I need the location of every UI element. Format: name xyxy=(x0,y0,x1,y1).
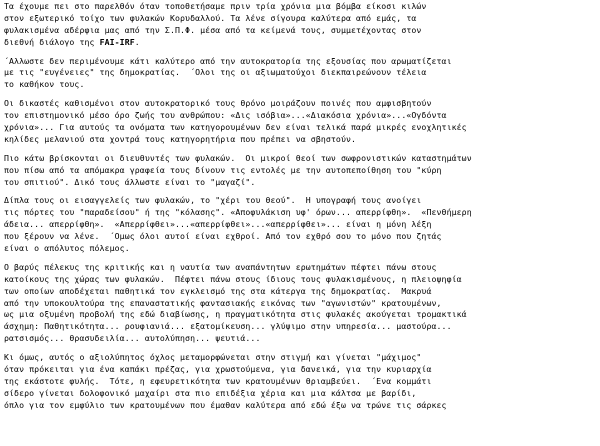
text-line: χρόνια»... Για αυτούς τα ονόματα των κατηγορουμένων δεν είναι τελικά παρά μικρές ενοχλητικές xyxy=(4,122,467,133)
text-line: κατοίκους της χώρας των φυλακών. Πέφτει πάνω στους ίδιους τους φυλακισμένους, η πλειοψηφία xyxy=(4,273,462,284)
paragraph xyxy=(4,352,596,411)
text-line: σίδερο γίνεται δολοφονικό μαχαίρι στα πιο επιδέξια χέρια και μια κάλτσα με βαρίδι, xyxy=(4,387,417,398)
text-line xyxy=(4,37,596,49)
text-line: όπλο για τον εμφύλιο των κρατουμένων που έμαθαν καλύτερα από εδώ έξω να τρώνε τις σάρκες xyxy=(4,399,447,410)
paragraph xyxy=(4,262,596,345)
text-line: τον επιστημονικό μέσο όρο ζωής του ανθρώπου: «Δις ισόβια»...«Διακόσια χρόνια»...«Ογδόντα xyxy=(4,110,447,121)
paragraph xyxy=(4,153,596,189)
text-segment: διεθνή διάλογο της xyxy=(4,36,100,47)
text-line: με τις "ευγένειες" της δημοκρατίας. ΄Ολοι της οι αξιωματούχοι διεκπαιρεώνουν τέλεια xyxy=(4,67,427,78)
text-line: που πίσω από τα απόμακρα γραφεία τους δίνουν τις εντολές με την αυτοπεποίθηση του "κύρη xyxy=(4,164,442,175)
text-line: Πιο κάτω βρίσκονται οι διευθυντές των φυλακών. Οι μικροί θεοί των σωφρονιστικών καταστημάτων xyxy=(4,152,472,163)
text-line: Ο βαρύς πέλεκυς της κριτικής και η ναυτία των αναπάντητων ερωτημάτων πέφτει πάνω στους xyxy=(4,261,437,272)
text-line: στον εξωτερικό τοίχο των φυλακών Κορυδαλλού. Τα λένε σίγουρα καλύτερα από εμάς, τα xyxy=(4,12,417,23)
paragraph xyxy=(4,56,596,92)
bold-term: FAI-IRF xyxy=(99,36,135,47)
text-line: του σπιτιού". Δικό τους άλλωστε είναι το "μαγαζί". xyxy=(4,176,256,187)
text-segment: . xyxy=(134,36,140,47)
paragraph xyxy=(4,1,596,49)
paragraph xyxy=(4,195,596,254)
text-line: ρατσισμός... θρασυδειλία... αυτολύπηση... ψευτιά... xyxy=(4,333,261,344)
paragraph xyxy=(4,98,596,146)
text-line: της εκάστοτε φυλής. Τότε, η εφευρετικότητα των κρατουμένων θριαμβεύει. ΄Ενα κομμάτι xyxy=(4,375,432,386)
text-line: τις πόρτες του "παραδείσου" ή της "κόλασης". «Αποφυλάκιση υφ' όρων... απερρίφθη». «Πενθήμερη xyxy=(4,207,472,218)
text-line: είναι ο απόλυτος πόλεμος. xyxy=(4,243,130,254)
text-line: το καθήκον τους. xyxy=(4,79,85,90)
text-line: από την υποκουλτούρα της επαναστατικής φαντασιακής εικόνας των "αγωνιστών" κρατουμένων, xyxy=(4,297,442,308)
text-line: ως μια οξυμένη προβολή της εδώ διαβίωσης, η πραγματικότητα στις φυλακές ακούγεται τρομακτικά xyxy=(4,309,467,320)
text-line: όταν πρόκειται για ένα καπάκι πρέζας, για χρωστούμενα, για δανεικά, για την κυριαρχία xyxy=(4,364,432,375)
text-line: Κι όμως, αυτός ο αξιολύπητος όχλος μεταμορφώνεται στην στιγμή και γίνεται "μάχιμος" xyxy=(4,352,422,363)
text-line: Οι δικαστές καθισμένοι στον αυτοκρατορικό τους θρόνο μοιράζουν ποινές που αμφισβητούν xyxy=(4,98,432,109)
text-line: κηλίδες μελανιού στα χοντρά τους κατηγορητήρια που πρέπει να σβηστούν. xyxy=(4,133,357,144)
text-line: φυλακισμένα αδέρφια μας από την Σ.Π.Φ. μέσα από τα κείμενά τους, συμμετέχοντας στον xyxy=(4,24,422,35)
text-line: άσχημη: Παθητικότητα... ρουφιανιά... εξατομίκευση... γλύψιμο στην υπηρεσία... μαστούρα... xyxy=(4,321,452,332)
text-line: ΄Αλλωστε δεν περιμένουμε κάτι καλύτερο από την αυτοκρατορία της εξουσίας που αρωματίζεται xyxy=(4,55,452,66)
text-line: Δίπλα τους οι εισαγγελείς των φυλακών, το "χέρι του θεού". Η υπογραφή τους ανοίγει xyxy=(4,195,422,206)
text-line: Τα έχουμε πει στο παρελθόν όταν τοποθετήσαμε πριν τρία χρόνια μια βόμβα είκοσι κιλών xyxy=(4,1,427,11)
text-line: άδεια... απερρίφθη». «Απερρίφθει»...«απερρίφθει»...«απερρίφθει»... είναι η μόνη λέξη xyxy=(4,219,432,230)
text-line: των οποίων αποδέχεται παθητικά τον εγκλεισμό της στα κάτεργα της δημοκρατίας. Μακρυά xyxy=(4,285,432,296)
text-line: που ξέρουν να λένε. ΄Ομως όλοι αυτοί είναι εχθροί. Από τον εχθρό σου το μόνο που ζητάς xyxy=(4,231,442,242)
